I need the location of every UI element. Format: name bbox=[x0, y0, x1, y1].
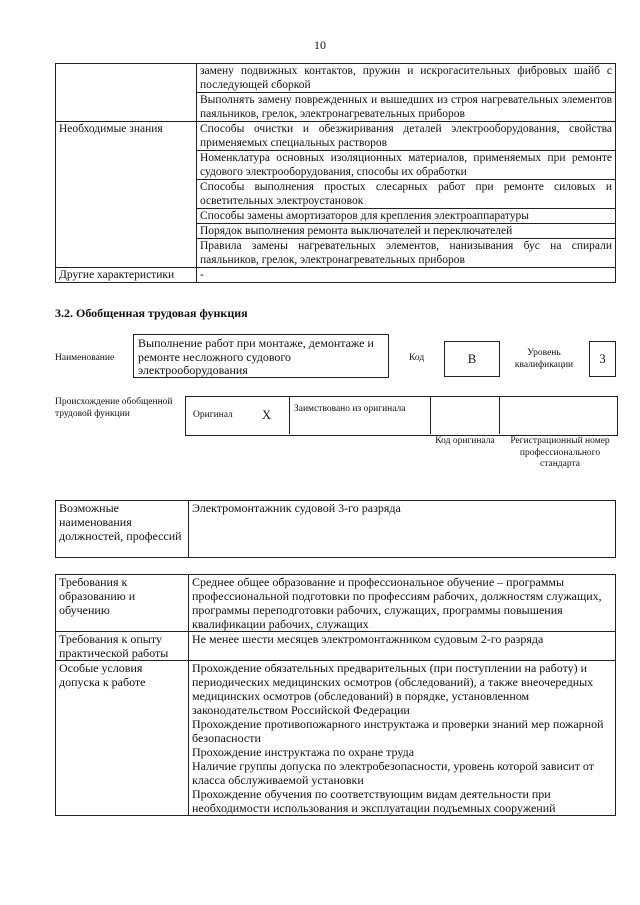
positions-value: Электромонтажник судовой 3-го разряда bbox=[189, 501, 616, 558]
level-box: 3 bbox=[589, 341, 616, 377]
reg-number-caption: Регистрационный номер профессионального стандарта bbox=[510, 436, 610, 469]
table-cell: Способы замены амортизаторов для крепления электроаппаратуры bbox=[197, 209, 616, 224]
positions-table bbox=[55, 500, 616, 558]
row-label-knowledge: Необходимые знания bbox=[56, 122, 197, 268]
row-label-empty bbox=[56, 64, 197, 122]
code-label: Код bbox=[409, 353, 425, 363]
function-name-box: Выполнение работ при монтаже, демонтаже и ремонте несложного судового электрооборудования bbox=[133, 334, 389, 378]
name-label: Наименование bbox=[55, 353, 115, 363]
original-mark: X bbox=[262, 408, 272, 422]
condition-line: Прохождение противопожарного инструктажа и проверки знаний мер пожарной безопасности bbox=[192, 717, 604, 745]
condition-line: Прохождение обучения по соответствующим видам деятельности при необходимости использования и эксплуатации подъемных сооружений bbox=[192, 787, 556, 815]
condition-line: Наличие группы допуска по электробезопасности, уровень которой зависит от класса обслуживаемой установки bbox=[192, 759, 595, 787]
section-heading: 3.2. Обобщенная трудовая функция bbox=[55, 306, 248, 320]
table-row bbox=[56, 64, 616, 93]
level-label: Уровень квалификации bbox=[514, 348, 574, 370]
origin-table bbox=[185, 396, 618, 436]
origin-divider bbox=[289, 396, 290, 434]
code-origin-caption: Код оригинала bbox=[435, 436, 495, 446]
origin-divider bbox=[499, 396, 500, 434]
education-label: Требования к образованию и обучению bbox=[56, 575, 189, 632]
origin-label: Происхождение обобщенной трудовой функции bbox=[55, 397, 173, 419]
experience-label: Требования к опыту практической работы bbox=[56, 632, 189, 661]
condition-line: Прохождение обязательных предварительных (при поступлении на работу) и периодических медицинских осмотров (обследований), а также внеочередных медицинских осмотров (обследований) в порядке, установленном законодательством Российской Федерации bbox=[192, 661, 594, 717]
page-number: 10 bbox=[314, 38, 326, 52]
table-cell: Правила замены нагревательных элементов, нанизывания бус на спирали паяльников, грелок, электронагревательных приборов bbox=[197, 239, 616, 268]
table-row bbox=[56, 501, 616, 558]
original-label: Оригинал bbox=[193, 410, 233, 420]
borrowed-label: Заимствовано из оригинала bbox=[294, 404, 406, 414]
code-box: B bbox=[444, 341, 500, 377]
table-cell: - bbox=[197, 268, 616, 283]
table-row bbox=[56, 268, 616, 283]
table-row bbox=[56, 122, 616, 151]
table-cell: Способы выполнения простых слесарных работ при ремонте силовых и осветительных электроустановок bbox=[197, 180, 616, 209]
table-cell: замену подвижных контактов, пружин и искрогасительных фибровых шайб с последующей сборкой bbox=[197, 64, 616, 93]
table-cell: Не менее шести месяцев электромонтажником судовым 2-го разряда bbox=[189, 632, 616, 661]
table-row bbox=[56, 575, 616, 632]
admission-label: Особые условия допуска к работе bbox=[56, 661, 189, 816]
table-cell: Среднее общее образование и профессиональное обучение – программы профессиональной подготовки по профессиям рабочих, должностям служащих, программы переподготовки рабочих, служащих, программы повышения квалификации рабочих, служащих bbox=[189, 575, 616, 632]
table-row bbox=[56, 661, 616, 816]
admission-conditions-cell bbox=[189, 661, 616, 816]
table-row bbox=[56, 632, 616, 661]
positions-label: Возможные наименования должностей, профессий bbox=[56, 501, 189, 558]
table-cell: Выполнять замену поврежденных и вышедших из строя нагревательных элементов паяльников, грелок, электронагревательных приборов bbox=[197, 93, 616, 122]
requirements-table bbox=[55, 574, 616, 816]
origin-divider bbox=[430, 396, 431, 434]
condition-line: Прохождение инструктажа по охране труда bbox=[192, 745, 415, 759]
skills-knowledge-table bbox=[55, 63, 616, 283]
table-cell: Номенклатура основных изоляционных материалов, применяемых при ремонте судового электрооборудования, способы их обработки bbox=[197, 151, 616, 180]
row-label-other: Другие характеристики bbox=[56, 268, 197, 283]
table-cell: Способы очистки и обезжиривания деталей электрооборудования, свойства применяемых специальных растворов bbox=[197, 122, 616, 151]
table-cell: Порядок выполнения ремонта выключателей и переключателей bbox=[197, 224, 616, 239]
